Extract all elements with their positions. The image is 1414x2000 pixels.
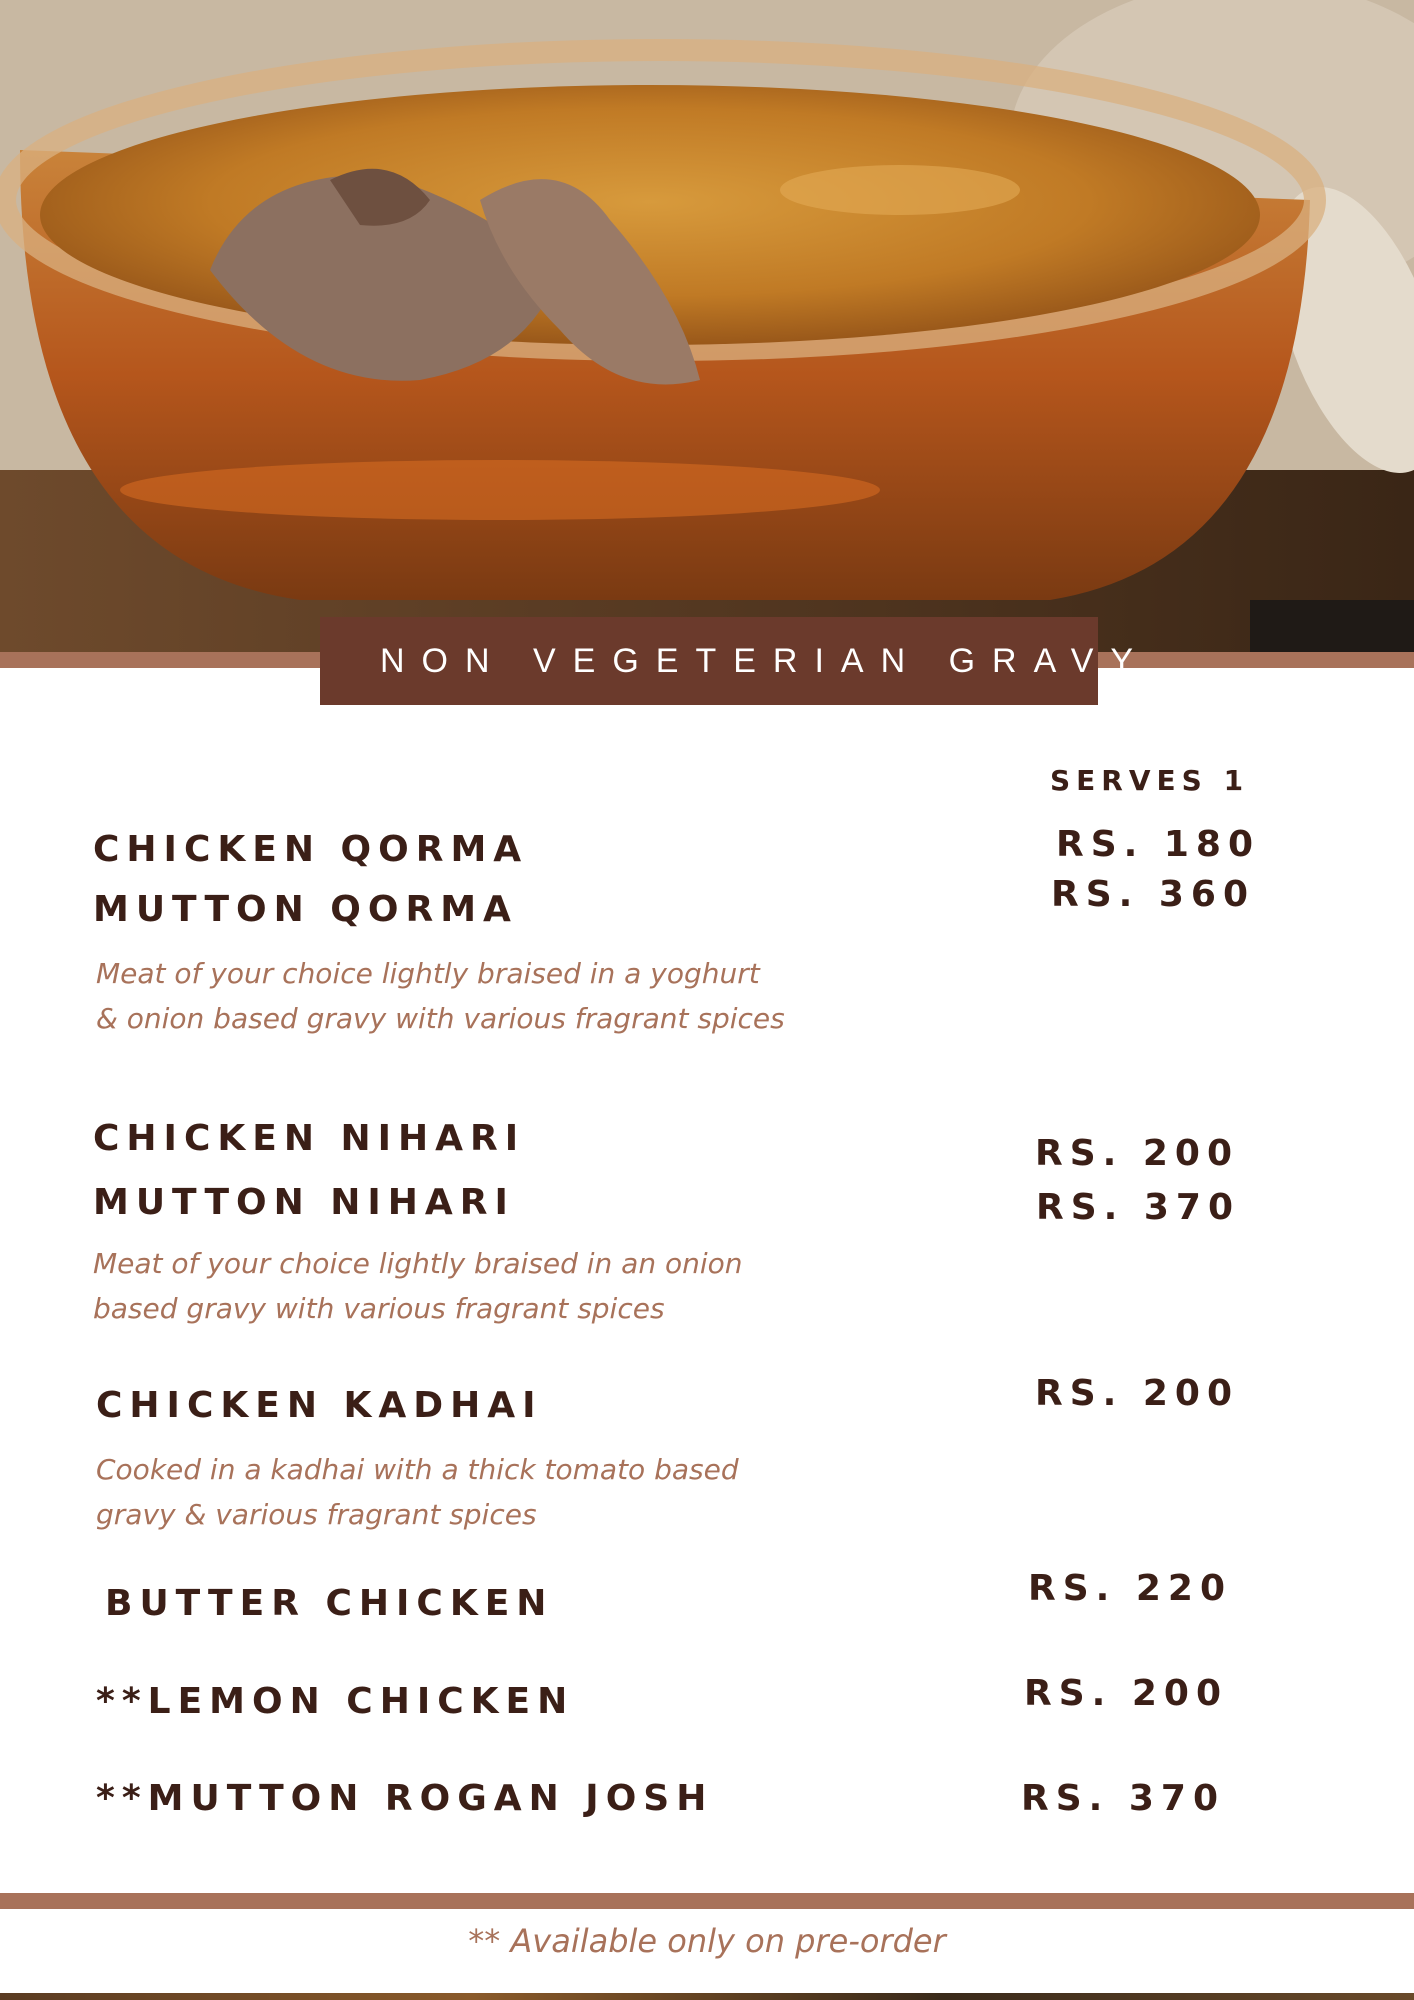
menu-item-description [96,951,816,1041]
menu-item-price: RS. 360 [1051,874,1256,915]
menu-item-price: RS. 200 [1035,1373,1240,1414]
description-line: based gravy with various fragrant spices [93,1292,665,1325]
description-line: Cooked in a kadhai with a thick tomato based [96,1453,739,1486]
menu-item-name: CHICKEN NIHARI [93,1118,526,1159]
footer-image-strip [0,1993,1414,2000]
serves-label: SERVES 1 [1050,764,1250,797]
description-line: Meat of your choice lightly braised in an onion [93,1247,743,1280]
menu-item-name: MUTTON NIHARI [93,1182,515,1223]
menu-item-name: CHICKEN QORMA [93,829,529,870]
menu-item-price: RS. 220 [1028,1568,1233,1609]
menu-item-name: BUTTER CHICKEN [105,1583,554,1624]
menu-item-price: RS. 200 [1024,1673,1229,1714]
menu-item-description [96,1447,816,1537]
menu-item-price: RS. 200 [1035,1133,1240,1174]
accent-band-bottom [0,1893,1414,1909]
menu-item-name: CHICKEN KADHAI [96,1385,543,1426]
section-title-banner [320,617,1151,705]
description-line: & onion based gravy with various fragrant spices [96,1002,785,1035]
menu-item-price: RS. 370 [1021,1778,1226,1819]
pre-order-note: ** Available only on pre-order [468,1922,946,1960]
menu-item-name: MUTTON QORMA [93,889,518,930]
hero-curry-bowl-image [0,0,1414,652]
curry-bowl-illustration [0,0,1414,652]
section-title: NON VEGETERIAN GRAVY [380,642,1151,680]
menu-item-price: RS. 370 [1036,1187,1241,1228]
description-line: Meat of your choice lightly braised in a yoghurt [96,957,760,990]
description-line: gravy & various fragrant spices [96,1498,537,1531]
menu-item-name: **LEMON CHICKEN [96,1681,575,1722]
menu-item-name: **MUTTON ROGAN JOSH [96,1778,714,1819]
menu-item-price: RS. 180 [1056,824,1261,865]
menu-item-description [93,1241,813,1331]
